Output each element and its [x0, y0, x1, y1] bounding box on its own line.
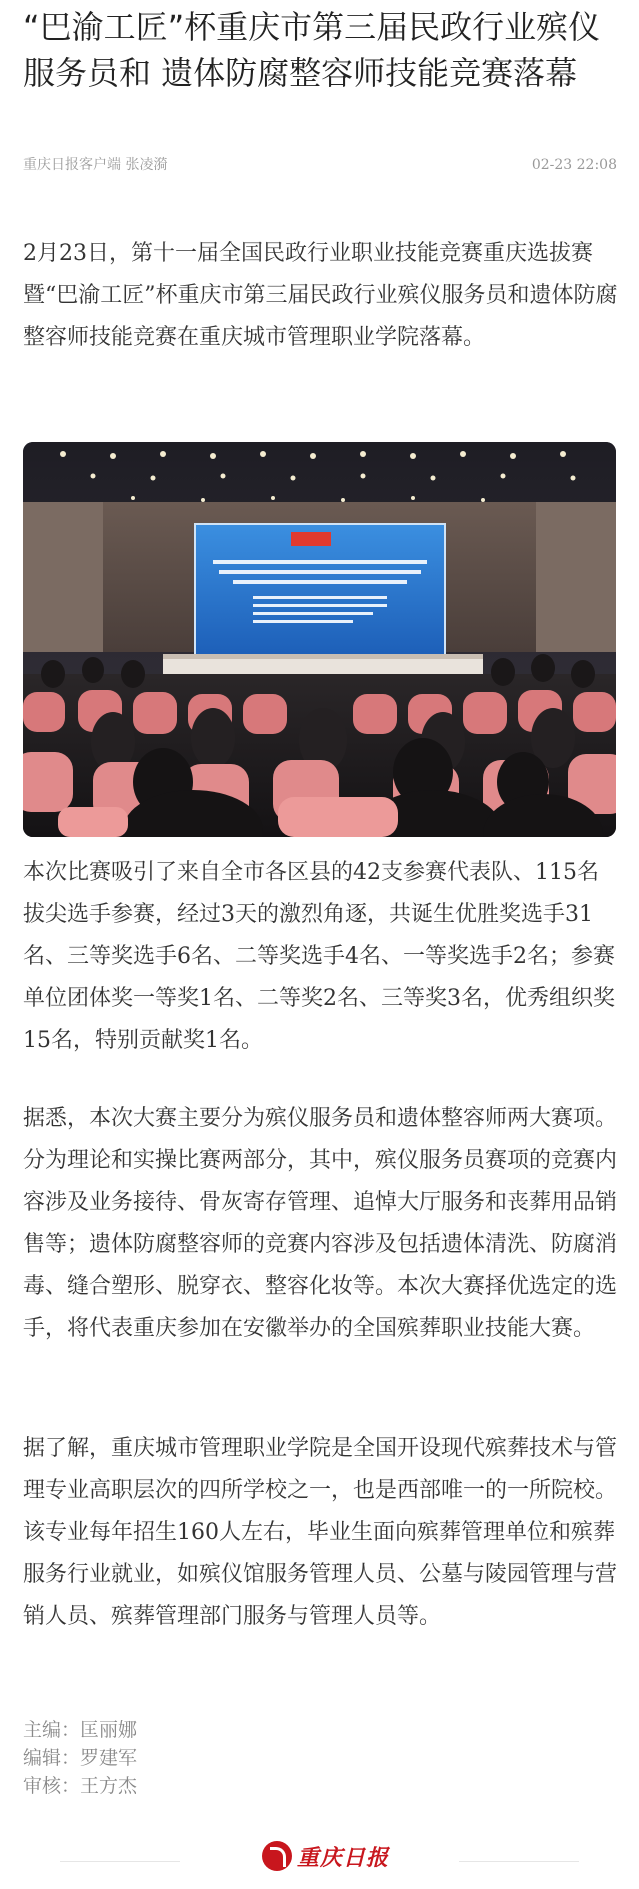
- brand-logo[interactable]: [262, 1840, 389, 1872]
- footer-divider-right: [459, 1861, 579, 1862]
- article-meta: [23, 154, 617, 176]
- article-source: 重庆日报客户端 张凌漪: [23, 157, 168, 173]
- brand-name: 重庆日报: [297, 1844, 390, 1871]
- footer: [0, 1836, 639, 1876]
- article-paragraph-4: 据了解，重庆城市管理职业学院是全国开设现代殡葬技术与管理专业高职层次的四所学校之一，也是西部唯一的一所院校。该专业每年招生160人左右，毕业生面向殡葬管理单位和殡葬服务行业就业，如殡仪馆服务管理人员、公墓与陵园管理与营销人员、殡葬管理部门服务与管理人员等。: [23, 1436, 618, 1629]
- reviewer: 审核：王方杰: [23, 1775, 138, 1797]
- article-photo[interactable]: [23, 442, 616, 837]
- editor: 编辑：罗建军: [23, 1747, 138, 1769]
- article-title: “巴渝工匠”杯重庆市第三届民政行业殡仪服务员和 遗体防腐整容师技能竞赛落幕: [23, 8, 601, 92]
- footer-divider-left: [60, 1861, 180, 1862]
- article-date: 02-23 22:08: [531, 157, 617, 173]
- article-paragraph-1: 2月23日，第十一届全国民政行业职业技能竞赛重庆选拔赛暨“巴渝工匠”杯重庆市第三届民政行业殡仪服务员和遗体防腐整容师技能竞赛在重庆城市管理职业学院落幕。: [23, 241, 618, 350]
- chongqing-daily-logo-icon: [262, 1841, 292, 1871]
- chief-editor: 主编：匡丽娜: [23, 1719, 138, 1741]
- article-paragraph-3: 据悉，本次大赛主要分为殡仪服务员和遗体整容师两大赛项。分为理论和实操比赛两部分，其中，殡仪服务员赛项的竞赛内容涉及业务接待、骨灰寄存管理、追悼大厅服务和丧葬用品销售等；遗体防腐整容师的竞赛内容涉及包括遗体清洗、防腐消毒、缝合塑形、脱穿衣、整容化妆等。本次大赛择优选定的选手，将代表重庆参加在安徽举办的全国殡葬职业技能大赛。: [23, 1106, 618, 1341]
- conference-hall-illustration: [23, 442, 616, 837]
- editor-credits: [23, 1716, 137, 1800]
- article-paragraph-2: 本次比赛吸引了来自全市各区县的42支参赛代表队、115名拔尖选手参赛，经过3天的激烈角逐，共诞生优胜奖选手31名、三等奖选手6名、二等奖选手4名、一等奖选手2名；参赛单位团体奖一等奖1名、二等奖2名、三等奖3名，优秀组织奖15名，特别贡献奖1名。: [23, 860, 615, 1053]
